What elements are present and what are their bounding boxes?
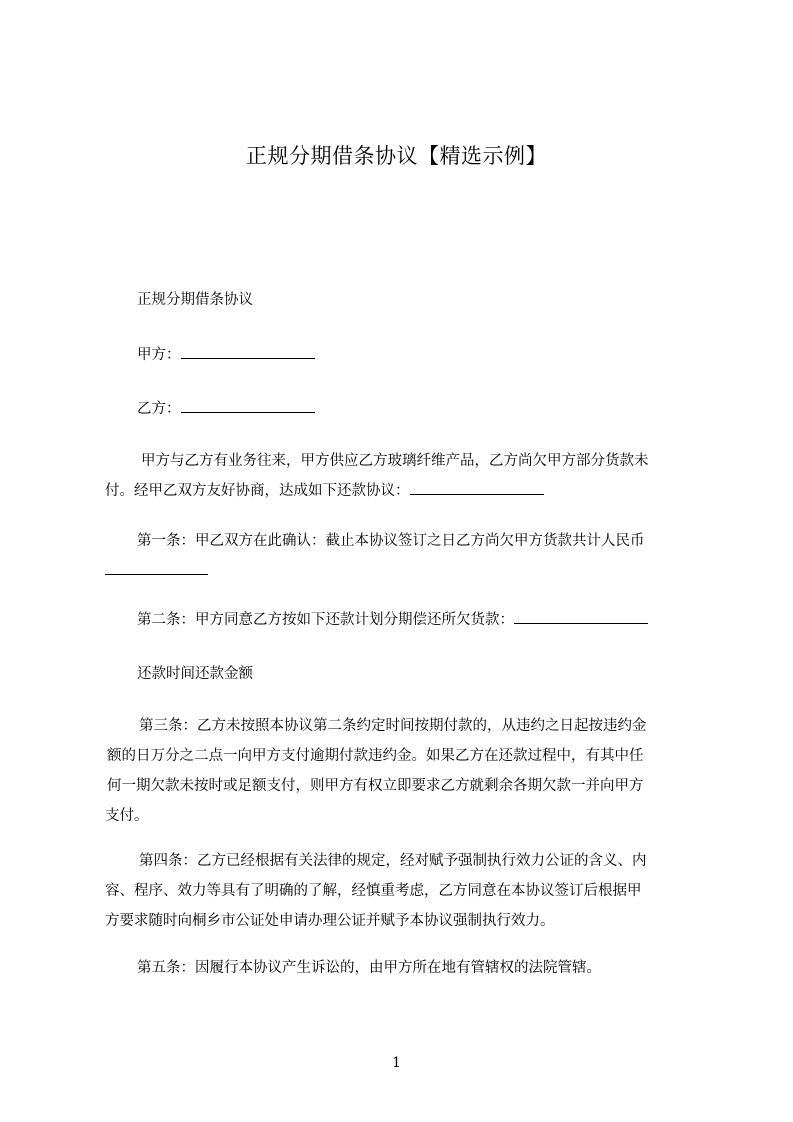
article-5: 第五条：因履行本协议产生诉讼的，由甲方所在地有管辖权的法院管辖。 [137, 960, 601, 976]
document-subtitle: 正规分期借条协议 [137, 292, 253, 308]
intro-line-2-text: 付。经甲乙双方友好协商，达成如下还款协议： [105, 483, 410, 499]
article-1-blank [105, 560, 208, 575]
party-a-label: 甲方： [137, 347, 181, 363]
article-4-line-1: 第四条：乙方已经根据有关法律的规定，经对赋予强制执行效力公证的含义、内 [139, 853, 647, 869]
intro-line-1: 甲方与乙方有业务往来，甲方供应乙方玻璃纤维产品，乙方尚欠甲方部分货款未 [141, 453, 649, 469]
article-4-line-3: 方要求随时向桐乡市公证处申请办理公证并赋予本协议强制执行效力。 [105, 913, 555, 929]
article-3-line-4: 支付。 [105, 808, 149, 824]
party-b-label: 乙方： [137, 401, 181, 417]
article-1-line-1: 第一条：甲乙双方在此确认：截止本协议签订之日乙方尚欠甲方货款共计人民币 [137, 533, 645, 549]
article-1-line-2 [105, 556, 645, 586]
article-4-line-2: 容、程序、效力等具有了明确的了解，经慎重考虑，乙方同意在本协议签订后根据甲 [105, 883, 642, 899]
repayment-header: 还款时间还款金额 [137, 666, 253, 682]
article-3 [105, 711, 647, 831]
document-title: 正规分期借条协议【精选示例】 [246, 144, 547, 168]
intro-paragraph [105, 446, 649, 506]
party-a-blank [181, 344, 315, 359]
article-3-line-2: 额的日万分之二点一向甲方支付逾期付款违约金。如果乙方在还款过程中，有其中任 [107, 748, 644, 764]
article-2 [137, 606, 648, 634]
page-number: 1 [392, 1055, 401, 1071]
party-b-line [137, 395, 315, 423]
article-3-line-3: 何一期欠款未按时或足额支付，则甲方有权立即要求乙方就剩余各期欠款一并向甲方 [107, 778, 644, 794]
article-2-text: 第二条：甲方同意乙方按如下还款计划分期偿还所欠货款： [137, 612, 514, 628]
party-b-blank [181, 398, 315, 413]
article-2-blank [514, 609, 648, 624]
party-a-line [137, 341, 315, 369]
article-3-line-1: 第三条：乙方未按照本协议第二条约定时间按期付款的，从违约之日起按违约金 [139, 718, 647, 734]
article-1 [105, 526, 645, 586]
intro-line-2 [105, 476, 649, 506]
article-4 [105, 846, 647, 936]
intro-blank [410, 480, 544, 495]
